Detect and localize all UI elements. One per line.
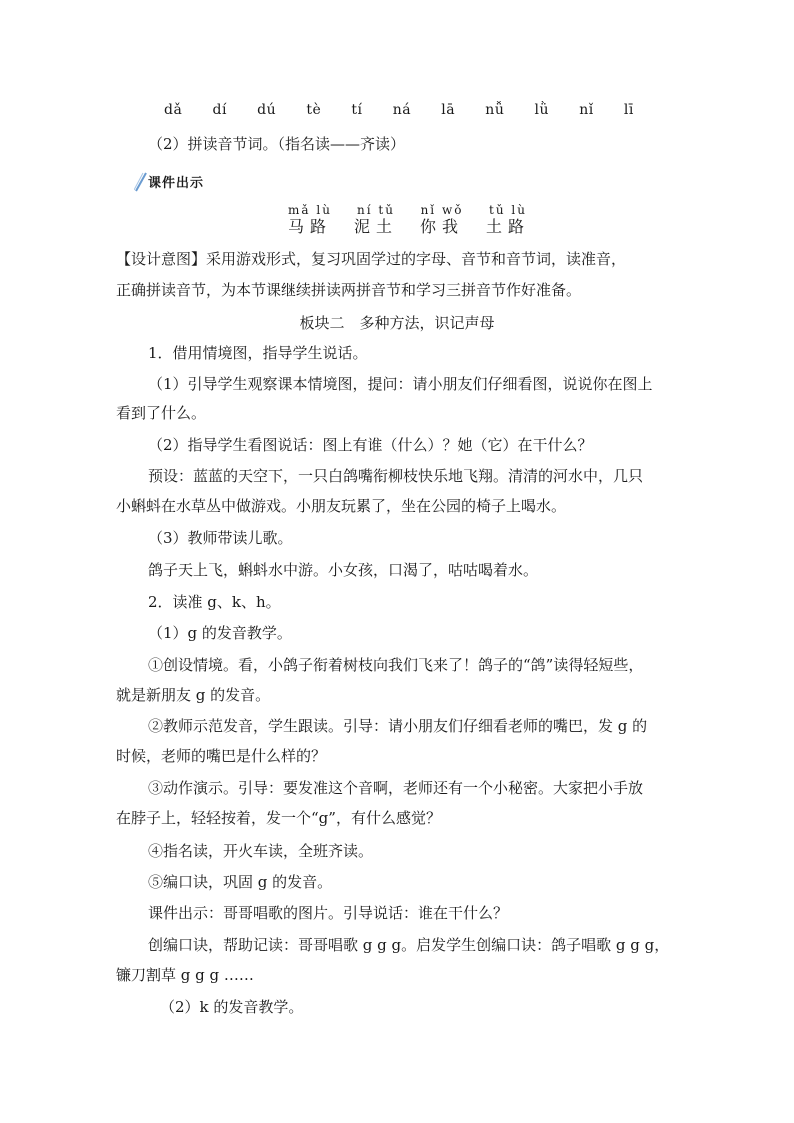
syllable: nǚ [485,102,505,118]
word-pinyin: tǔ lù [489,203,527,217]
word-item [420,204,464,237]
syllable: tí [351,102,363,118]
paragraph: （3）教师带读儿歌。 [148,529,293,547]
paragraph: 正确拼读音节，为本节课继续拼读两拼音节和学习三拼音节作好准备。 [116,281,582,299]
paragraph: 2．读准 g、k、h。 [148,593,281,611]
slash-mark-icon [134,172,148,192]
syllable: dí [212,102,227,118]
paragraph: （2）拼读音节词。（指名读——齐读） [148,135,406,153]
paragraph: 1．借用情境图，指导学生说话。 [148,344,368,362]
word-hanzi: 你我 [420,217,465,236]
paragraph: ③动作演示。引导：要发准这个音啊，老师还有一个小秘密。大家把小手放 [148,779,644,797]
syllable: dú [257,102,277,118]
syllable: tè [306,102,322,118]
paragraph: ②教师示范发音，学生跟读。引导：请小朋友们仔细看老师的嘴巴，发 g 的 [148,717,648,735]
word-pinyin: nǐ wǒ [420,203,464,217]
design-intent: 【设计意图】采用游戏形式，复习巩固学过的字母、音节和音节词，读准音， [116,250,627,268]
word-item [486,204,530,237]
word-hanzi: 土路 [486,217,531,236]
word-hanzi: 泥土 [354,217,399,236]
paragraph: 时候，老师的嘴巴是什么样的？ [116,747,327,765]
paragraph: 镰刀割草 g g g …… [116,966,254,984]
word-item [288,204,332,237]
courseware-heading [134,172,244,194]
paragraph: 小蝌蚪在水草丛中做游戏。小朋友玩累了，坐在公园的椅子上喝水。 [116,497,567,515]
syllable: lǜ [534,102,550,118]
paragraph: 预设：蓝蓝的天空下，一只白鸽嘴衔柳枝快乐地飞翔。清清的河水中，几只 [148,467,644,485]
word-pinyin: mǎ lù [288,203,332,217]
paragraph: 在脖子上，轻轻按着，发一个“g”，有什么感觉？ [116,809,441,827]
paragraph: 就是新朋友 g 的发音。 [116,686,271,704]
word-list [288,204,538,240]
paragraph: （1）g 的发音教学。 [148,624,292,642]
syllable: lā [441,102,456,118]
paragraph: （2）指导学生看图说话：图上有谁（什么）？她（它）在干什么？ [148,436,593,454]
section-title: 板块二 多种方法，识记声母 [299,314,495,332]
syllable-row [164,102,634,118]
paragraph: ④指名读，开火车读，全班齐读。 [148,842,374,860]
paragraph: 鸽子天上飞，蝌蚪水中游。小女孩，口渴了，咕咕喝着水。 [148,561,539,579]
paragraph: 创编口诀，帮助记读：哥哥唱歌 g g g。启发学生创编口诀：鸽子唱歌 g g g， [148,936,670,954]
syllable: dǎ [164,102,183,118]
syllable: lī [623,102,634,118]
paragraph: （2）k 的发音教学。 [160,998,304,1016]
heading-text: 课件出示 [148,176,205,191]
paragraph: ⑤编口诀，巩固 g 的发音。 [148,873,333,891]
paragraph: ①创设情境。看，小鸽子衔着树枝向我们飞来了！鸽子的“鸽”读得轻短些， [148,656,644,674]
word-item [354,204,398,237]
paragraph: 看到了什么。 [116,404,207,422]
word-hanzi: 马路 [288,217,333,236]
paragraph: 课件出示：哥哥唱歌的图片。引导说话：谁在干什么？ [148,904,509,922]
word-pinyin: ní tǔ [357,203,395,217]
syllable: nǐ [579,102,594,118]
syllable: ná [392,102,412,118]
paragraph: （1）引导学生观察课本情境图，提问：请小朋友们仔细看图，说说你在图上 [148,375,653,393]
